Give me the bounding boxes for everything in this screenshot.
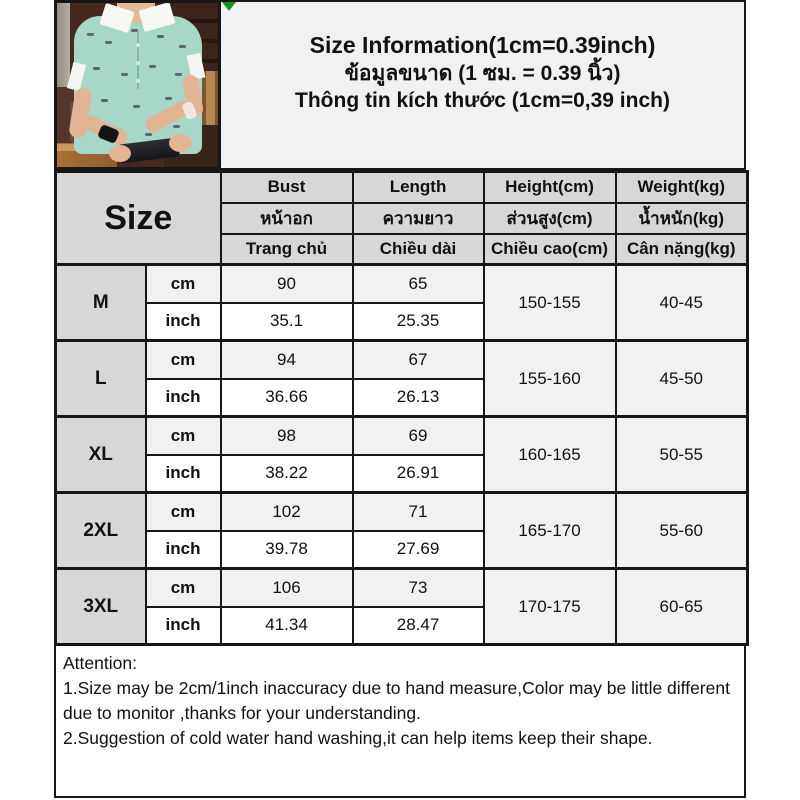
size-label-l: L (56, 341, 146, 417)
length-cm-l: 67 (353, 341, 484, 379)
size-row-l-cm (56, 341, 748, 379)
height-range-3xl: 170-175 (484, 569, 616, 645)
unit-inch: inch (146, 303, 221, 341)
unit-cm: cm (146, 569, 221, 607)
size-chart-sheet (54, 0, 746, 798)
attention-note (54, 646, 746, 798)
length-cm-2xl: 71 (353, 493, 484, 531)
header-height-th: ส่วนสูง(cm) (484, 203, 616, 234)
header-bust-th: หน้าอก (221, 203, 353, 234)
product-photo (54, 0, 221, 170)
bust-cm-3xl: 106 (221, 569, 353, 607)
unit-inch: inch (146, 379, 221, 417)
length-cm-xl: 69 (353, 417, 484, 455)
length-in-m: 25.35 (353, 303, 484, 341)
header-length-en: Length (353, 172, 484, 203)
length-in-3xl: 28.47 (353, 607, 484, 645)
height-range-2xl: 165-170 (484, 493, 616, 569)
top-row (54, 0, 746, 170)
bust-cm-2xl: 102 (221, 493, 353, 531)
unit-inch: inch (146, 607, 221, 645)
unit-inch: inch (146, 531, 221, 569)
length-in-2xl: 27.69 (353, 531, 484, 569)
length-cm-3xl: 73 (353, 569, 484, 607)
photo-button (136, 79, 140, 83)
unit-inch: inch (146, 455, 221, 493)
weight-range-3xl: 60-65 (616, 569, 748, 645)
weight-range-xl: 50-55 (616, 417, 748, 493)
title-block (221, 0, 746, 170)
bust-in-3xl: 41.34 (221, 607, 353, 645)
weight-range-m: 40-45 (616, 265, 748, 341)
length-in-l: 26.13 (353, 379, 484, 417)
length-cm-m: 65 (353, 265, 484, 303)
unit-cm: cm (146, 265, 221, 303)
size-header: Size (56, 172, 221, 265)
bust-in-l: 36.66 (221, 379, 353, 417)
corner-marker-icon (222, 2, 236, 11)
bust-in-2xl: 39.78 (221, 531, 353, 569)
unit-cm: cm (146, 417, 221, 455)
title-english: Size Information(1cm=0.39inch) (309, 32, 656, 58)
header-row-en (56, 172, 748, 203)
photo-hand-left (109, 145, 131, 162)
height-range-l: 155-160 (484, 341, 616, 417)
height-range-m: 150-155 (484, 265, 616, 341)
header-height-vi: Chiều cao(cm) (484, 234, 616, 265)
bust-in-m: 35.1 (221, 303, 353, 341)
header-weight-en: Weight(kg) (616, 172, 748, 203)
photo-button (136, 61, 140, 65)
weight-range-2xl: 55-60 (616, 493, 748, 569)
unit-cm: cm (146, 341, 221, 379)
header-weight-th: น้ำหนัก(kg) (616, 203, 748, 234)
bust-cm-l: 94 (221, 341, 353, 379)
header-length-vi: Chiều dài (353, 234, 484, 265)
bust-in-xl: 38.22 (221, 455, 353, 493)
header-length-th: ความยาว (353, 203, 484, 234)
header-bust-en: Bust (221, 172, 353, 203)
size-row-3xl-cm (56, 569, 748, 607)
photo-hand-right (169, 134, 192, 152)
title-thai: ข้อมูลขนาด (1 ซม. = 0.39 นิ้ว) (344, 62, 621, 85)
height-range-xl: 160-165 (484, 417, 616, 493)
size-row-2xl-cm (56, 493, 748, 531)
attention-line-1: 1.Size may be 2cm/1inch inaccuracy due to hand measure,Color may be little different due to monitor ,thanks for your understanding. (63, 678, 730, 723)
header-height-en: Height(cm) (484, 172, 616, 203)
photo-shirt-print-pattern (87, 33, 94, 36)
attention-title: Attention: (63, 653, 137, 673)
size-table (54, 170, 749, 646)
length-in-xl: 26.91 (353, 455, 484, 493)
attention-line-2: 2.Suggestion of cold water hand washing,it can help items keep their shape. (63, 728, 653, 748)
weight-range-l: 45-50 (616, 341, 748, 417)
unit-cm: cm (146, 493, 221, 531)
header-weight-vi: Cân nặng(kg) (616, 234, 748, 265)
bust-cm-m: 90 (221, 265, 353, 303)
photo-button (136, 43, 140, 47)
size-row-m-cm (56, 265, 748, 303)
size-label-3xl: 3XL (56, 569, 146, 645)
size-row-xl-cm (56, 417, 748, 455)
title-vietnamese: Thông tin kích thước (1cm=0,39 inch) (295, 89, 670, 112)
header-bust-vi: Trang chủ (221, 234, 353, 265)
size-label-xl: XL (56, 417, 146, 493)
size-label-m: M (56, 265, 146, 341)
size-label-2xl: 2XL (56, 493, 146, 569)
bust-cm-xl: 98 (221, 417, 353, 455)
